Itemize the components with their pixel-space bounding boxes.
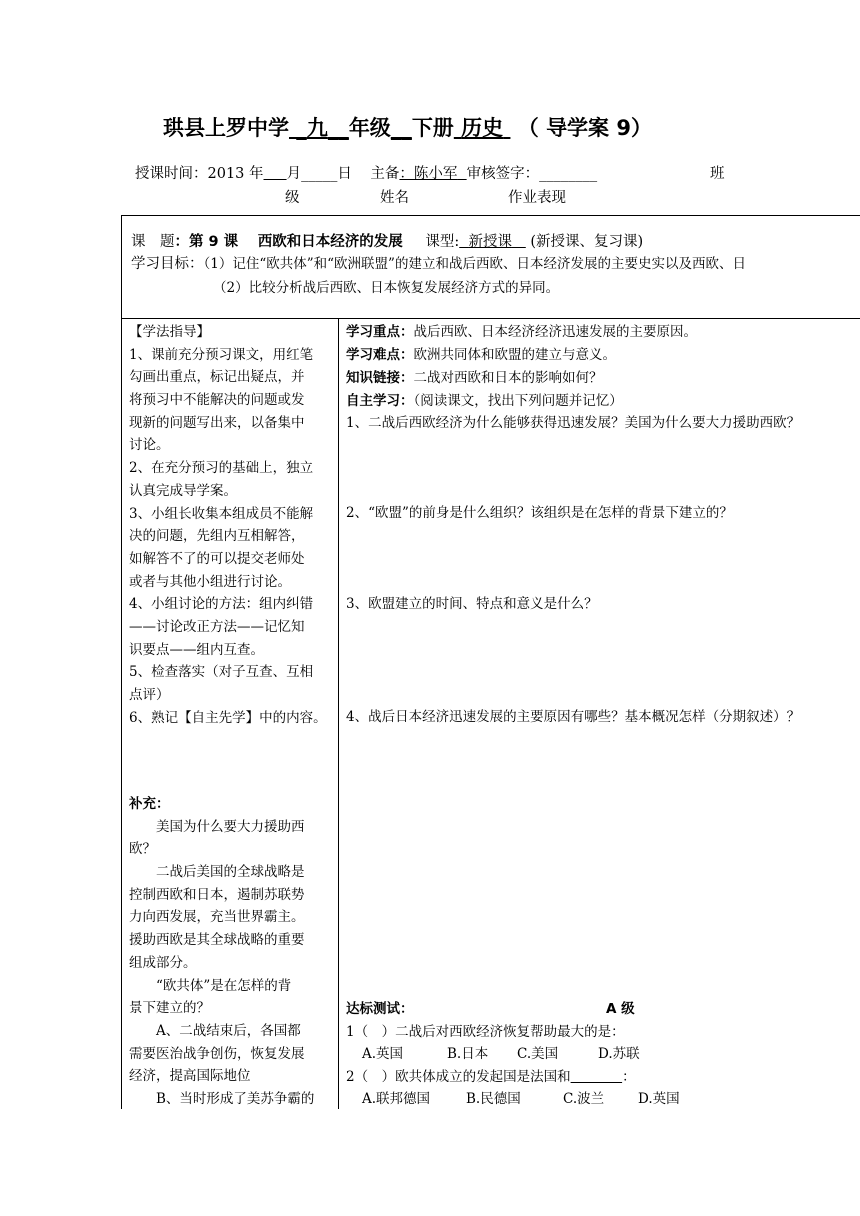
left-column [129,321,327,729]
subject: 历史 [461,116,504,140]
key-point: 学习重点：战后西欧、日本经济经济迅速发展的主要原因。 [346,324,697,340]
option: C.波兰 [563,1091,605,1107]
question-4: 4、战后日本经济迅速发展的主要原因有哪些？基本概况怎样（分期叙述）？ [346,709,801,725]
supplement-line: 景下建立的？ [129,1000,210,1017]
supplement-line: 美国为什么要大力援助西 [156,818,305,835]
question-2: 2、“欧盟”的前身是什么组织？该组织是在怎样的背景下建立的？ [346,505,733,521]
class-label: 班 [710,166,725,182]
option: A.联邦德国 [362,1091,431,1107]
grade-suffix: 年级 [348,116,391,140]
method-line: 4、小组讨论的方法：组内纠错 [129,596,314,613]
host-name: ：陈小军 [399,166,458,182]
name-label: 姓名 [380,190,409,206]
difficult-point: 学习难点：欧洲共同体和欧盟的建立与意义。 [346,347,616,363]
supplement-line: 援助西欧是其全球战略的重要 [129,932,305,949]
method-line: 或者与其他小组进行讨论。 [129,573,291,590]
self-study: 自主学习：（阅读课文，找出下列问题并记忆） [346,393,623,409]
test-options-2 [362,1088,680,1111]
supplement-line: 力向西发展，充当世界霸主。 [129,909,305,926]
supplement [129,793,314,1111]
question-1: 1、二战后西欧经济为什么能够获得迅速发展？美国为什么要大力援助西欧？ [346,415,801,431]
page-title: 珙县上罗中学 _九__年级__下册 历史 （ 导学案 9） [163,116,652,140]
method-line: 5、检查落实（对子互查、互相 [129,664,314,681]
supplement-line: 欧？ [129,841,156,858]
option: A.英国 [362,1046,404,1062]
method-line: 如解答不了的可以提交老师处 [129,550,305,567]
method-line: 现新的问题写出来，以备集中 [129,414,305,431]
method-line: 3、小组长收集本组成员不能解 [129,505,314,522]
knowledge-link: 知识链接：二战对西欧和日本的影响如何？ [346,370,603,386]
table-left-border [121,215,122,1109]
homework-label: 作业表现 [508,190,566,206]
option: B.民德国 [466,1091,521,1107]
supplement-line: 组成部分。 [129,954,197,971]
method-heading: 【学法指导】 [129,324,210,340]
supplement-line: A、二战结束后，各国都 [156,1022,301,1039]
method-line: 识要点——组内互查。 [129,641,264,658]
method-line: 点评） [129,687,170,703]
meta-line-1: 授课时间：2013 年 月_____日 主备：陈小军 审核签字：________ [135,166,598,182]
test-level: A 级 [606,1001,635,1017]
test-question-1: 1（ ）二战后对西欧经济恢复帮助最大的是： [346,1024,625,1040]
school-name: 珙县上罗中学 [163,116,289,140]
method-line: ——讨论改正方法——记忆知 [129,618,305,635]
test-options-1 [362,1043,640,1066]
method-line: 决的问题，先组内互相解答， [129,528,305,545]
test-label: 达标测试： [346,1001,414,1017]
volume: 下册 [411,116,454,140]
supplement-line: 需要医治战争创伤，恢复发展 [129,1045,305,1062]
supplement-line: 经济，提高国际地位 [129,1068,251,1085]
supplement-line: “欧共体”是在怎样的背 [156,977,292,994]
option: D.苏联 [598,1046,640,1062]
class-suffix: 级 [285,190,300,206]
method-line: 1、课前充分预习课文，用红笔 [129,346,314,363]
table-column-divider [338,318,339,1109]
table-header-divider [121,318,860,319]
test-question-2: 2（ ）欧共体成立的发起国是法国和 ： [346,1069,636,1085]
option: B.日本 [447,1046,489,1062]
question-3: 3、欧盟建立的时间、特点和意义是什么？ [346,596,598,612]
type-value: 新授课 [468,234,512,250]
type-options: (新授课、复习课) [530,234,644,250]
goal-label: 学习目标： [131,256,204,272]
table-top-border [121,215,860,216]
supplement-line: B、当时形成了美苏争霸的 [156,1090,315,1107]
method-line: 认真完成导学案。 [129,482,237,499]
supplement-label: 补充： [129,796,170,812]
method-line: 将预习中不能解决的问题或发 [129,392,305,409]
goal-line-1: 学习目标：（1）记住“欧共体”和“欧洲联盟”的建立和战后西欧、日本经济发展的主要史实以及西欧、日 [131,256,746,272]
supplement-line: 控制西欧和日本，遏制苏联势 [129,886,305,903]
option: D.英国 [638,1091,680,1107]
topic-line [131,231,643,254]
method-line: 2、在充分预习的基础上，独立 [129,460,314,477]
topic-value: ：第 9 课 西欧和日本经济的发展 [174,234,403,250]
topic-label: 课 题 [131,234,175,250]
grade-value: _九__ [289,116,349,140]
goal-line-2: （2）比较分析战后西欧、日本恢复发展经济方式的异同。 [213,280,560,296]
case-label: 导学案 9） [546,116,652,140]
method-line: 讨论。 [129,437,170,454]
supplement-line: 二战后美国的全球战略是 [156,864,305,881]
method-line: 6、熟记【自主先学】中的内容。 [129,709,327,726]
method-line: 勾画出重点，标记出疑点，并 [129,369,305,386]
type-label: 课型: [425,234,460,250]
option: C.美国 [517,1046,559,1062]
